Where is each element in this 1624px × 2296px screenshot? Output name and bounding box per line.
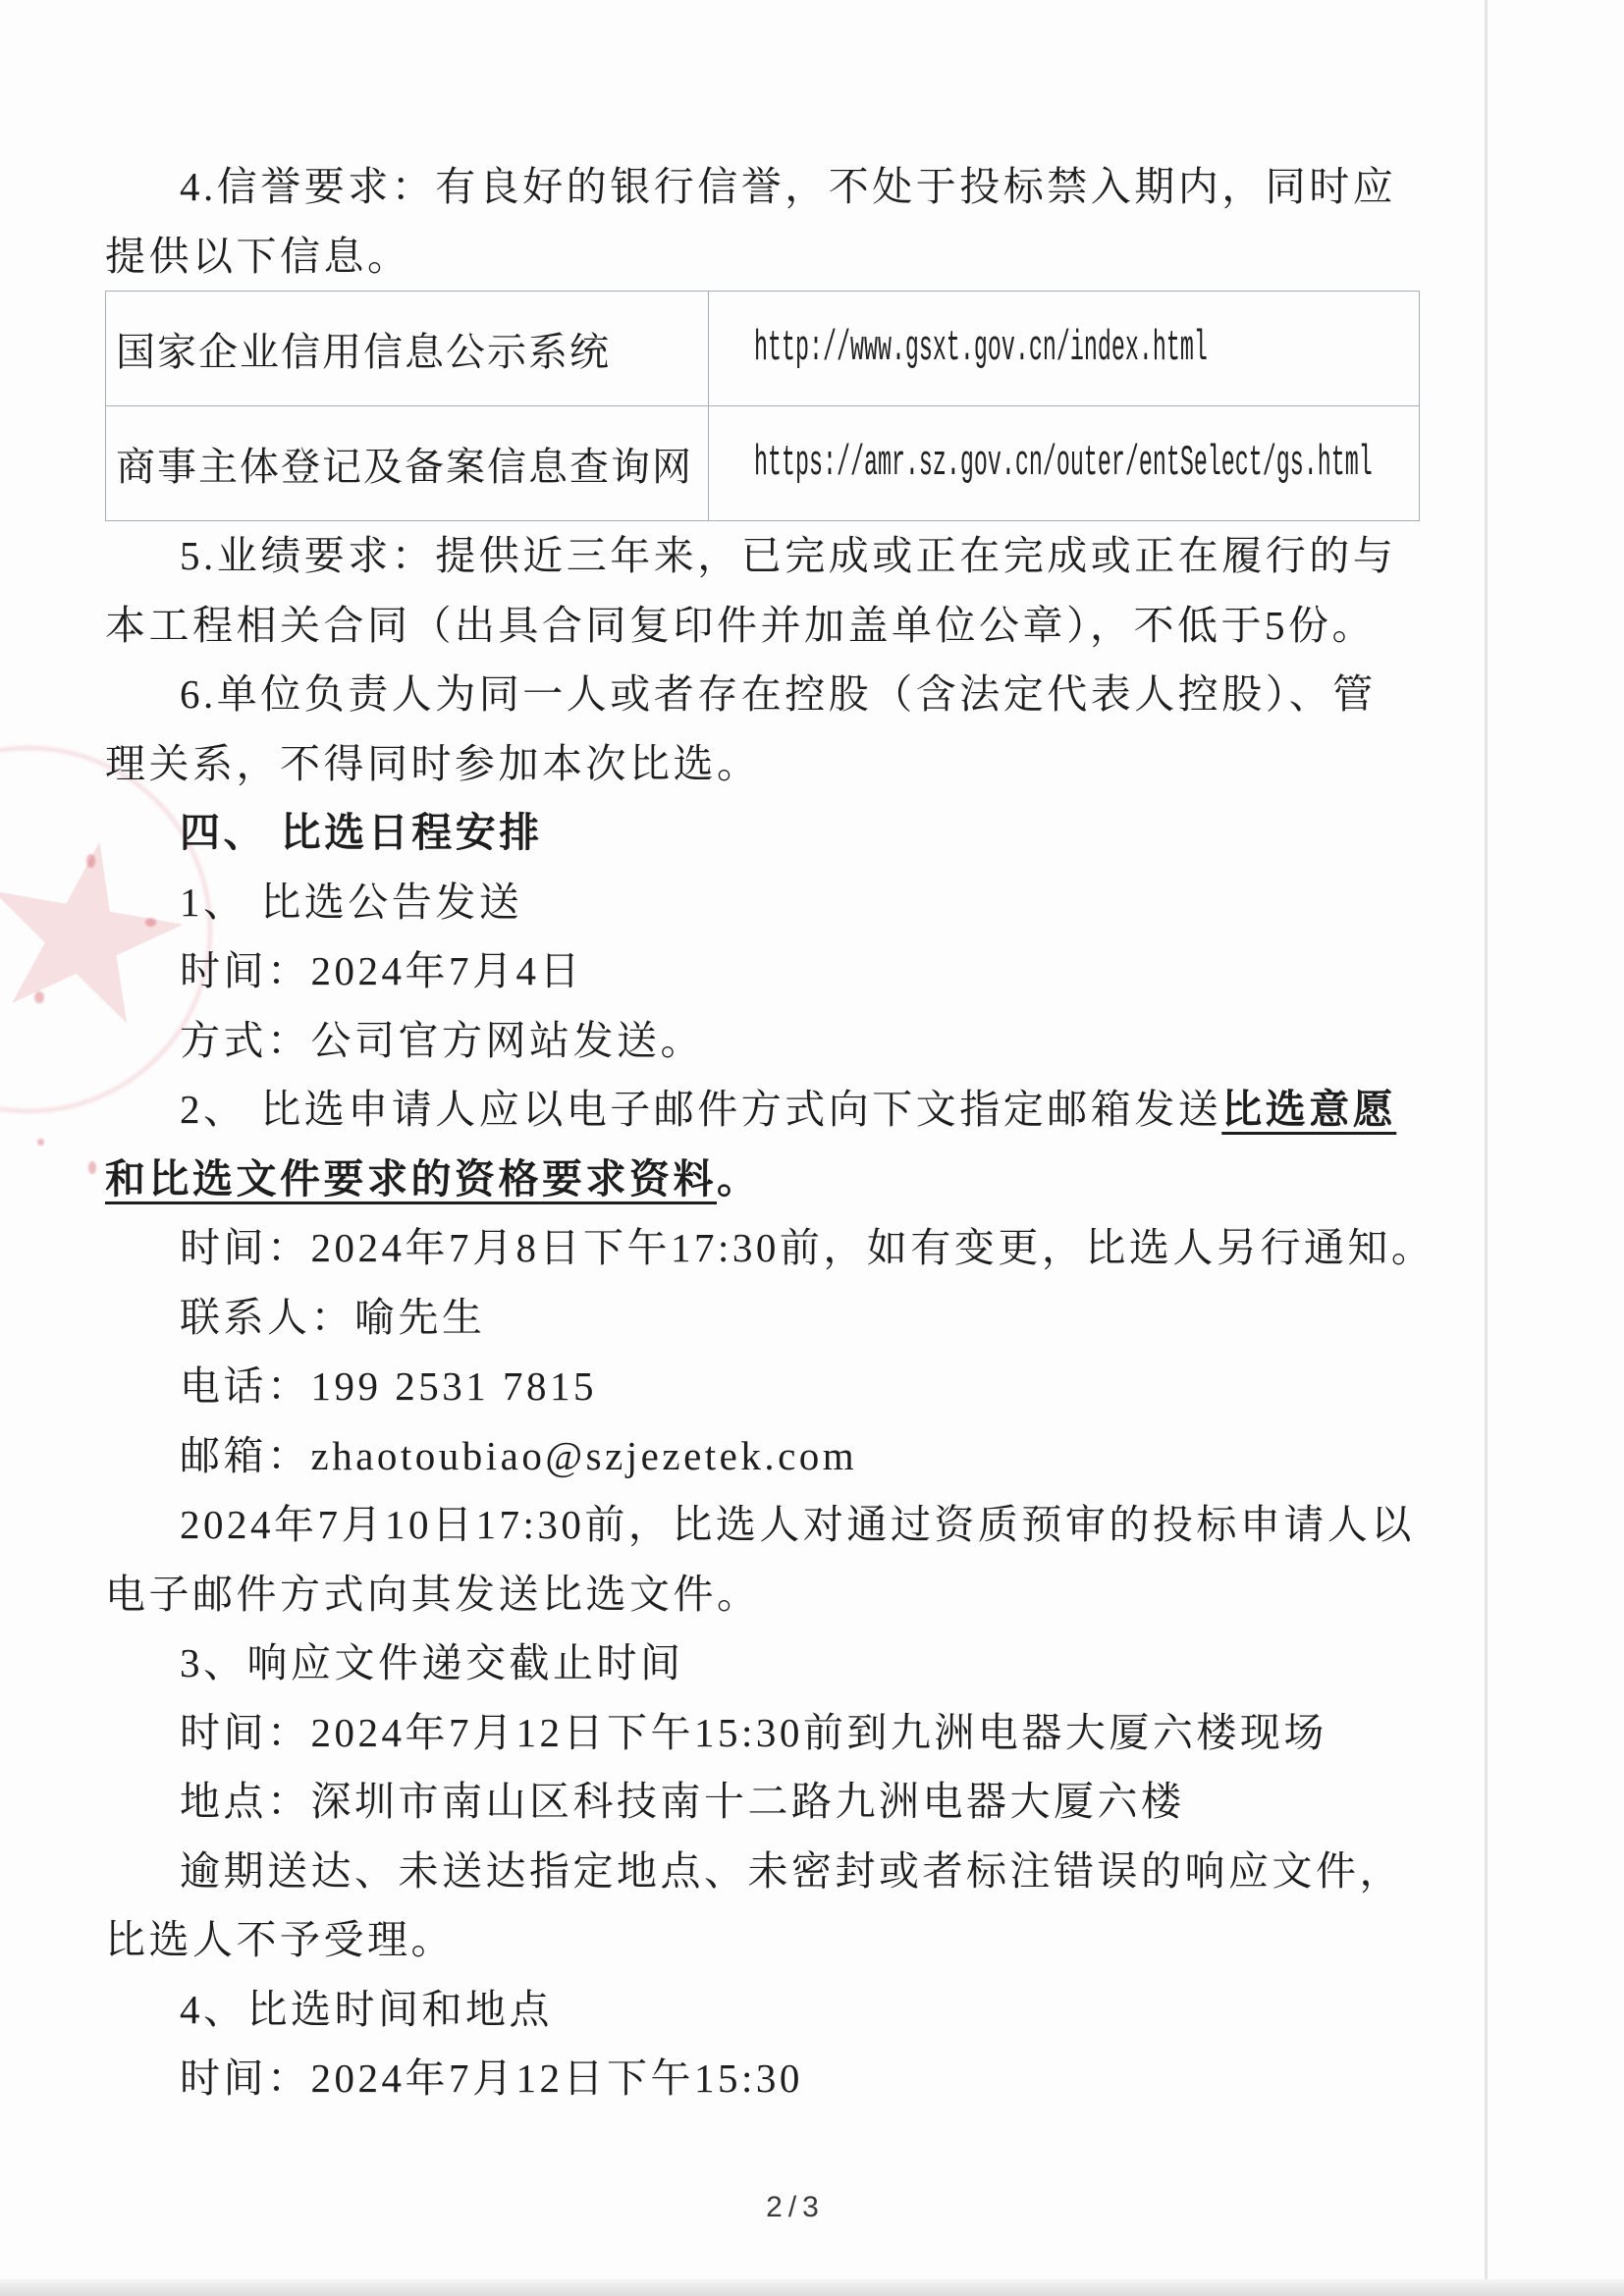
- text-line: [105, 1006, 1470, 1076]
- text-line: [105, 222, 1470, 292]
- text-run: 联系人：喻先生: [180, 1294, 486, 1340]
- text-run: 时间：2024年7月12日下午15:30前到九洲电器大厦六楼现场: [180, 1709, 1327, 1755]
- stamp-speckle: [86, 854, 95, 868]
- table-cell-system-url: [709, 292, 1420, 406]
- table-row: [106, 406, 1420, 521]
- text-run: 逾期送达、未送达指定地点、未密封或者标注错误的响应文件，: [180, 1847, 1403, 1894]
- text-run: 比选意愿: [1221, 1087, 1397, 1132]
- text-run: 4、比选时间和地点: [180, 1986, 553, 2032]
- paragraph-credit-requirement: [105, 152, 1470, 291]
- text-line: [105, 1490, 1470, 1560]
- stamp-speckle: [34, 991, 44, 1003]
- page-number: 2/3: [766, 2191, 825, 2223]
- text-run: 4.信誉要求：有良好的银行信誉，不处于投标禁入期内，同时应: [180, 164, 1397, 209]
- stamp-speckle: [37, 1139, 44, 1146]
- text-run: 提供以下信息。: [105, 233, 411, 279]
- text-line: [105, 1421, 1470, 1491]
- credit-info-table: [105, 291, 1420, 521]
- text-line: [105, 798, 1470, 868]
- text-run: 和比选文件要求的资格要求资料: [105, 1155, 717, 1201]
- text-line: [105, 1837, 1470, 1906]
- text-line: [105, 2044, 1470, 2113]
- text-run: 理关系，不得同时参加本次比选。: [105, 740, 761, 786]
- text-run: 2、 比选申请人应以电子邮件方式向下文指定邮箱发送: [180, 1087, 1222, 1132]
- text-run: 1、 比选公告发送: [180, 879, 523, 925]
- text-run: 6.单位负责人为同一人或者存在控股（含法定代表人控股）、管: [180, 671, 1377, 717]
- text-run: 本工程相关合同（出具合同复印件并加盖单位公章），不低于5份。: [105, 602, 1376, 648]
- text-run: 。: [717, 1155, 761, 1201]
- text-run: 时间：2024年7月8日下午17:30前，如有变更，比选人另行通知。: [180, 1225, 1435, 1270]
- text-run: 5.业绩要求：提供近三年来，已完成或正在完成或正在履行的与: [180, 533, 1397, 578]
- text-run: 地点：深圳市南山区科技南十二路九洲电器大厦六楼: [180, 1779, 1185, 1824]
- text-line: [105, 1698, 1470, 1768]
- text-line: [105, 1560, 1470, 1629]
- table-cell-system-name: 商事主体登记及备案信息查询网: [106, 406, 709, 521]
- text-run: 四、 比选日程安排: [180, 810, 543, 855]
- table-row: [106, 292, 1420, 406]
- paragraphs-schedule: [105, 521, 1470, 2113]
- text-run: 方式：公司官方网站发送。: [180, 1017, 704, 1063]
- scan-edge-artifact: [1485, 0, 1488, 2296]
- text-run: 2024年7月10日17:30前，比选人对通过资质预审的投标申请人以: [180, 1502, 1415, 1547]
- text-line: [105, 1767, 1470, 1837]
- text-line: [105, 1213, 1470, 1283]
- table-cell-system-name: 国家企业信用信息公示系统: [106, 292, 709, 406]
- text-line: [105, 1283, 1470, 1353]
- text-run: 时间：2024年7月12日下午15:30: [180, 2056, 803, 2101]
- text-line: [105, 1145, 1470, 1214]
- text-line: [105, 936, 1470, 1006]
- text-line: [105, 591, 1470, 661]
- text-line: [105, 1905, 1470, 1975]
- url-text: http://www.gsxt.gov.cn/index.html: [754, 324, 1208, 373]
- text-run: 3、响应文件递交截止时间: [180, 1640, 684, 1685]
- text-line: [105, 521, 1470, 591]
- text-run: 比选人不予受理。: [105, 1917, 455, 1962]
- text-line: [105, 1629, 1470, 1698]
- text-line: [105, 1975, 1470, 2045]
- text-run: 时间：2024年7月4日: [180, 948, 583, 993]
- text-line: [105, 152, 1470, 222]
- text-run: 电话：199 2531 7815: [180, 1363, 597, 1409]
- text-line: [105, 660, 1470, 729]
- document-body: [105, 152, 1470, 2113]
- text-line: [105, 729, 1470, 799]
- text-line: [105, 1352, 1470, 1421]
- url-text: https://amr.sz.gov.cn/outer/entSelect/gs.html: [754, 439, 1373, 488]
- text-line: [105, 868, 1470, 937]
- table-cell-system-url: [709, 406, 1420, 521]
- text-run: 电子邮件方式向其发送比选文件。: [105, 1571, 761, 1617]
- stamp-speckle: [88, 1161, 96, 1174]
- scan-edge-artifact: [0, 2279, 1624, 2296]
- text-run: 邮箱：zhaotoubiao@szjezetek.com: [180, 1432, 858, 1478]
- text-line: [105, 1075, 1470, 1145]
